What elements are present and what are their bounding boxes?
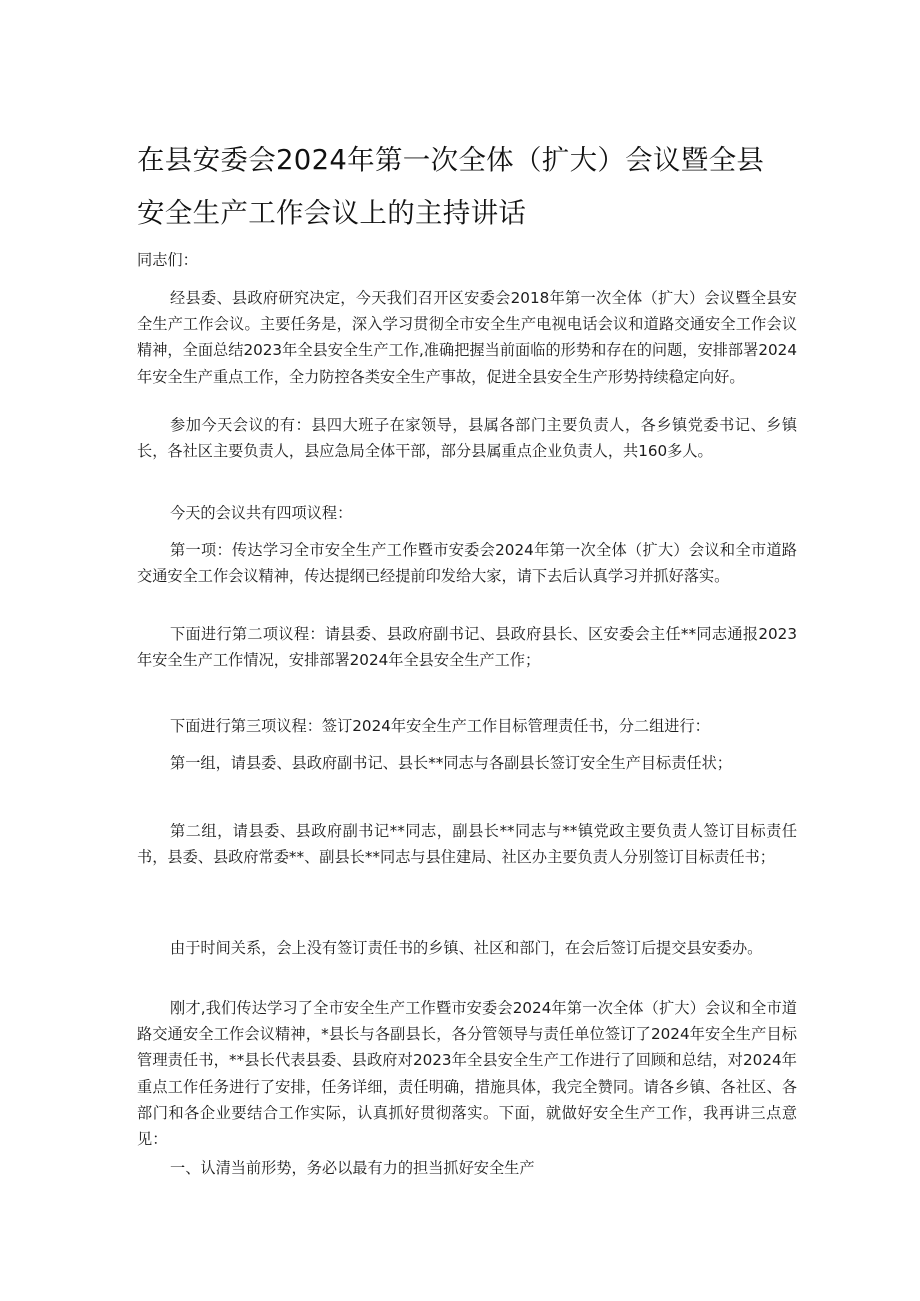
document-title-line-1: 在县安委会2024年第一次全体（扩大）会议暨全县: [137, 144, 765, 176]
paragraph-agenda-item-2: 下面进行第二项议程：请县委、县政府副书记、县政府县长、区安委会主任**同志通报2023年安全生产工作情况，安排部署2024年全县安全生产工作；: [137, 625, 797, 670]
paragraph-meeting-purpose: 经县委、县政府研究决定，今天我们召开区安委会2018年第一次全体（扩大）会议暨全县安全生产工作会议。主要任务是，深入学习贯彻全市安全生产电视电话会议和道路交通安全工作会议精神，全面总结2023年全县安全生产工作,准确把握当前面临的形势和存在的问题，安排部署2024年安全生产重点工作，全力防控各类安全生产事故，促进全县安全生产形势持续稳定向好。: [137, 289, 797, 386]
paragraph-agenda-intro: 今天的会议共有四项议程：: [170, 504, 353, 522]
paragraph-group-1: 第一组，请县委、县政府副书记、县长**同志与各副县长签订安全生产目标责任状；: [170, 754, 732, 772]
document-title-line-2: 安全生产工作会议上的主持讲话: [137, 197, 527, 229]
paragraph-agenda-item-1: 第一项：传达学习全市安全生产工作暨市安委会2024年第一次全体（扩大）会议和全市道路交通安全工作会议精神，传达提纲已经提前印发给大家，请下去后认真学习并抓好落实。: [137, 541, 797, 586]
paragraph-attendees: 参加今天会议的有：县四大班子在家领导，县属各部门主要负责人，各乡镇党委书记、乡镇长，各社区主要负责人，县应急局全体干部，部分县属重点企业负责人，共160多人。: [137, 416, 797, 461]
paragraph-group-2: 第二组，请县委、县政府副书记**同志，副县长**同志与**镇党政主要负责人签订目标责任书，县委、县政府常委**、副县长**同志与县住建局、社区办主要负责人分别签订目标责任书；: [137, 822, 797, 867]
paragraph-agenda-item-3: 下面进行第三项议程：签订2024年安全生产工作目标管理责任书，分二组进行：: [170, 717, 710, 735]
paragraph-time-note: 由于时间关系，会上没有签订责任书的乡镇、社区和部门，在会后签订后提交县安委办。: [170, 939, 763, 957]
section-heading-1: 一、认清当前形势，务必以最有力的担当抓好安全生产: [170, 1159, 535, 1177]
salutation: 同志们：: [137, 251, 198, 269]
paragraph-summary: 刚才,我们传达学习了全市安全生产工作暨市安委会2024年第一次全体（扩大）会议和全市道路交通安全工作会议精神，*县长与各副县长，各分管领导与责任单位签订了2024年安全生产目标管理责任书，**县长代表县委、县政府对2023年全县安全生产工作进行了回顾和总结，对2024年重点工作任务进行了安排，任务详细，责任明确，措施具体，我完全赞同。请各乡镇、各社区、各部门和各企业要结合工作实际，认真抓好贯彻落实。下面，就做好安全生产工作，我再讲三点意见：: [137, 999, 797, 1149]
